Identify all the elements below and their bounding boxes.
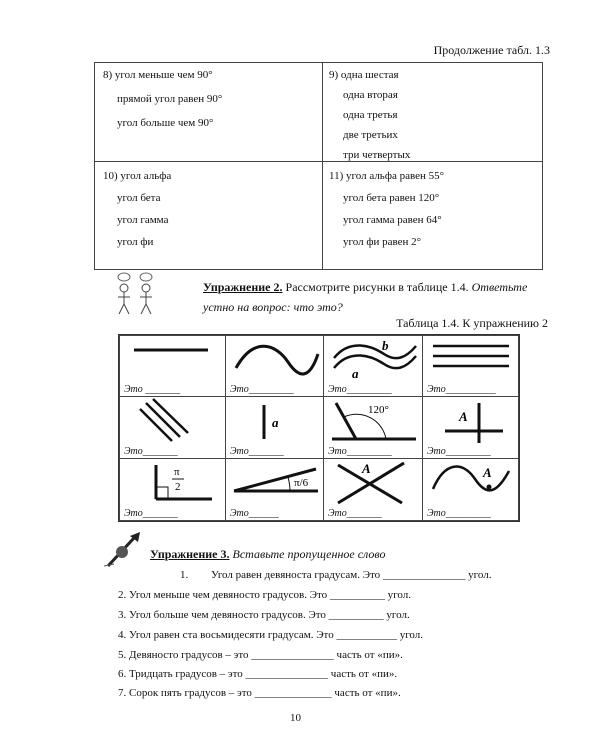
cell-label: Это_______ xyxy=(230,446,284,457)
writing-hand-icon xyxy=(100,530,146,570)
cell-11 xyxy=(329,165,444,253)
grid-cell-curve-with-point xyxy=(422,458,519,521)
exercise-2 xyxy=(203,277,553,317)
page-number: 10 xyxy=(290,712,301,724)
item-number: 3. xyxy=(118,609,127,621)
cell-line: одна третья xyxy=(343,109,398,121)
table-1-4-caption: Таблица 1.4. К упражнению 2 xyxy=(396,316,548,330)
list-item xyxy=(118,668,397,680)
angle-side-ray xyxy=(336,403,356,439)
label-A: A xyxy=(459,409,468,424)
exercise-2-text: Рассмотрите рисунки в таблице 1.4. xyxy=(282,280,472,294)
item-text: Девяносто градусов – это _______________ часть от «пи». xyxy=(129,649,403,661)
grid-cell-intersecting-lines xyxy=(323,458,423,521)
cell-10 xyxy=(103,165,171,253)
grid-cell-diagonal-lines xyxy=(119,396,226,459)
cell-label: Это _______ xyxy=(124,384,181,395)
cell-line: 9) одна шестая xyxy=(329,69,399,81)
grid-cell-two-curves xyxy=(323,335,423,397)
grid-cell-vertical-segment xyxy=(225,396,324,459)
item-text: Угол больше чем девяносто градусов. Это __________ угол. xyxy=(129,609,410,621)
cell-line: угол фи xyxy=(117,236,154,248)
item-number: 4. xyxy=(118,629,127,641)
cell-label: Это_______ xyxy=(124,446,178,457)
curve-b-shape xyxy=(334,345,416,358)
cell-line: угол бета xyxy=(117,192,161,204)
cell-label: Это_________ xyxy=(328,384,392,395)
cell-label: Это_________ xyxy=(427,446,491,457)
exercise-3-label: Упражнение 3. xyxy=(150,547,230,561)
list-item xyxy=(118,589,411,601)
cell-8 xyxy=(103,65,222,133)
cell-9 xyxy=(329,65,410,165)
list-item xyxy=(118,629,423,641)
cell-label: Это_________ xyxy=(427,508,491,519)
cell-line: 11) угол альфа равен 55° xyxy=(329,170,445,182)
table-divider-vertical xyxy=(322,63,323,269)
cell-label: Это______ xyxy=(230,508,279,519)
grid-cell-straight-line xyxy=(119,335,226,397)
label-A: A xyxy=(362,461,371,476)
cell-line: угол фи равен 2° xyxy=(343,236,422,248)
item-number: 6. xyxy=(118,668,127,680)
cell-label: Это_______ xyxy=(124,508,178,519)
cell-line: угол больше чем 90° xyxy=(117,117,214,129)
cell-label: Это_________ xyxy=(328,446,392,457)
list-item xyxy=(180,569,492,581)
list-item xyxy=(118,649,403,661)
cell-label: Это__________ xyxy=(427,384,496,395)
item-text: Угол равен девяноста градусам. Это _______________ угол. xyxy=(211,569,492,581)
table-1-4 xyxy=(118,334,520,522)
angle-120-label: 120° xyxy=(368,404,389,416)
label-A: A xyxy=(483,465,492,480)
cell-line: три четвертых xyxy=(343,149,411,161)
cell-line: угол гамма равен 64° xyxy=(343,214,442,226)
grid-cell-three-lines xyxy=(422,335,519,397)
item-number: 1. xyxy=(180,569,189,581)
table-continuation-caption: Продолжение табл. 1.3 xyxy=(433,43,550,57)
exercise-3-instruction: Вставьте пропущенное слово xyxy=(229,547,386,561)
grid-cell-wavy-line xyxy=(225,335,324,397)
list-item xyxy=(118,687,401,699)
cell-line: 8) угол меньше чем 90° xyxy=(103,69,213,81)
item-text: Тридцать градусов – это _______________ часть от «пи». xyxy=(129,668,398,680)
label-a: a xyxy=(272,415,279,430)
grid-cell-right-angle xyxy=(119,458,226,521)
exercise-2-question: Ответьте устно на вопрос: что это? xyxy=(203,280,528,314)
cell-label: Это_______ xyxy=(328,508,382,519)
item-number: 7. xyxy=(118,687,127,699)
cell-line: угол бета равен 120° xyxy=(343,192,440,204)
exercise-2-label: Упражнение 2. xyxy=(203,280,283,294)
curve-point xyxy=(487,485,492,490)
acute-angle-arc xyxy=(288,477,290,491)
discussion-figures-icon xyxy=(110,270,160,318)
item-text: Угол меньше чем девяносто градусов. Это __________ угол. xyxy=(129,589,411,601)
cell-line: 10) угол альфа xyxy=(103,170,172,182)
grid-cell-cross-point xyxy=(422,396,519,459)
cell-line: две третьих xyxy=(343,129,398,141)
cell-label: Это_________ xyxy=(230,384,294,395)
cell-line: одна вторая xyxy=(343,89,398,101)
item-number: 2. xyxy=(118,589,127,601)
list-item xyxy=(118,609,410,621)
two-label: 2 xyxy=(175,481,181,493)
item-number: 5. xyxy=(118,649,127,661)
item-text: Угол равен ста восьмидесяти градусам. Это ___________ угол. xyxy=(129,629,424,641)
curve-shape xyxy=(433,467,509,491)
table-divider-horizontal xyxy=(95,161,542,162)
cell-line: угол гамма xyxy=(117,214,169,226)
item-text: Сорок пять градусов – это ______________ часть от «пи». xyxy=(129,687,401,699)
exercise-3 xyxy=(150,547,386,562)
pi-over-6-label: π/6 xyxy=(294,477,309,489)
grid-cell-angle-120 xyxy=(323,396,423,459)
pi-label: π xyxy=(174,466,180,478)
table-1-3 xyxy=(94,62,543,270)
cell-line: прямой угол равен 90° xyxy=(117,93,223,105)
grid-cell-acute-angle xyxy=(225,458,324,521)
label-a: a xyxy=(352,366,359,381)
right-angle-mark xyxy=(156,487,168,499)
label-b: b xyxy=(382,338,389,353)
wavy-line-shape xyxy=(236,346,318,374)
